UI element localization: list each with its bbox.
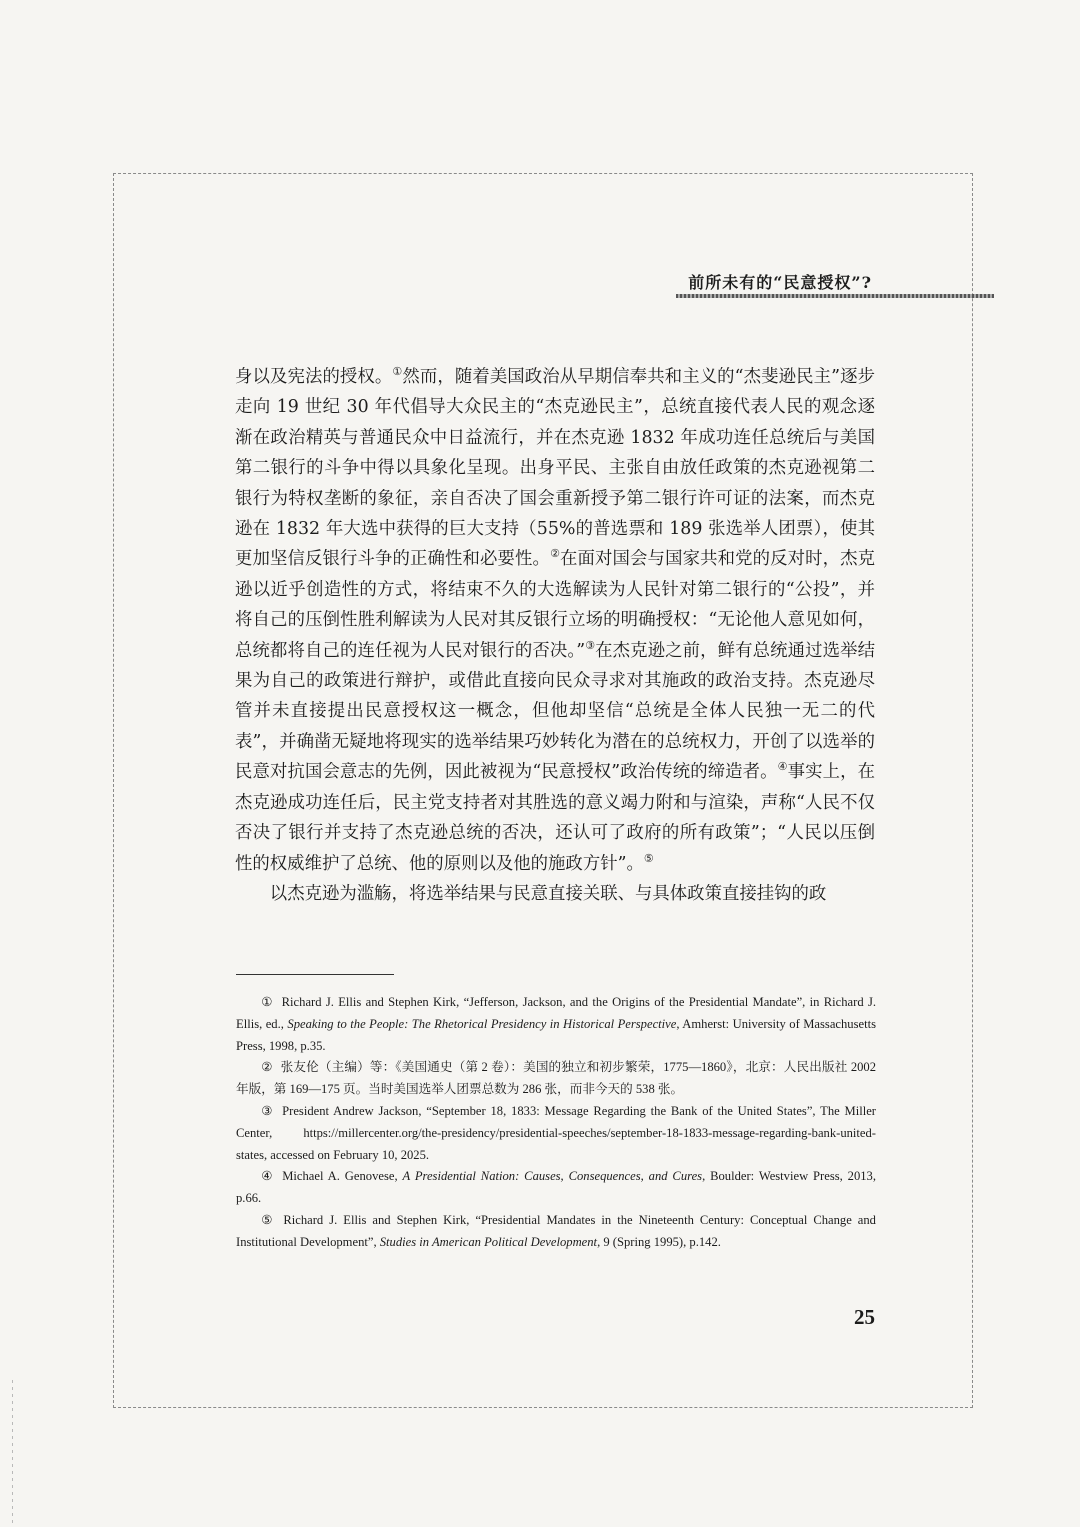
footnote-title: Studies in American Political Development xyxy=(379,1234,598,1249)
running-head: 前所未有的“民意授权”? xyxy=(688,273,872,292)
scan-edge-mark xyxy=(12,1380,13,1527)
paragraph-text: 在杰克逊之前，鲜有总统通过选举结果为自己的政策进行辩护，或借此直接向民众寻求对其施政的政治支持。杰克逊尽管并未直接提出民意授权这一概念，但他却坚信“总统是全体人民独一无二的代表”，并确凿无疑地将现实的选举结果巧妙转化为潜在的总统权力，开创了以选举的民意对抗国会意志的先例，因此被视为“民意授权”政治传统的缔造者。 xyxy=(235,640,875,783)
footnote-text: Richard J. Ellis and Stephen Kirk, “Presidential Mandates in the Nineteenth Century: Conceptual Change and Institutional Development”, xyxy=(236,1212,876,1249)
footnote-ref-3[interactable]: ③ xyxy=(585,638,596,652)
footnote-text: , Boulder: Westview Press, 2013, p.66. xyxy=(236,1169,877,1206)
footnote-1 xyxy=(236,992,876,1057)
footnote-text: , 9 (Spring 1995), p.142. xyxy=(597,1234,721,1249)
body-paragraph-2: 以杰克逊为滥觞，将选举结果与民意直接关联、与具体政策直接挂钩的政 xyxy=(269,883,827,904)
footnote-mark: ④ xyxy=(261,1169,275,1184)
footnote-title: Speaking to the People: The Rhetorical Presidency in Historical Perspective xyxy=(287,1016,677,1031)
paragraph-text: 在面对国会与国家共和党的反对时，杰克逊以近乎创造性的方式，将结束不久的大选解读为人民针对第二银行的“公投”，并将自己的压倒性胜利解读为人民对其反银行立场的明确授权：“无论他人意见如何，总统都将自己的连任视为人民对银行的否决。” xyxy=(235,549,875,661)
footnote-4 xyxy=(236,1166,876,1210)
paragraph-text: 事实上，在杰克逊成功连任后，民主党支持者对其胜选的意义竭力附和与渲染，声称“人民不仅否决了银行并支持了杰克逊总统的否决，还认可了政府的所有政策”；“人民以压倒性的权威维护了总统、他的原则以及他的施政方针”。 xyxy=(235,762,875,874)
body-paragraph-1 xyxy=(235,362,875,879)
footnote-mark: ⑤ xyxy=(261,1212,276,1227)
footnote-ref-1[interactable]: ① xyxy=(392,365,403,379)
footnote-ref-4[interactable]: ④ xyxy=(777,760,788,774)
page-number: 25 xyxy=(854,1305,875,1329)
footnote-ref-5[interactable]: ⑤ xyxy=(643,851,654,865)
footnote-text: Michael A. Genovese, xyxy=(282,1169,403,1184)
body-text xyxy=(235,362,875,909)
footnote-text: , Amherst: University of Massachusetts Press, 1998, p.35. xyxy=(236,1016,876,1053)
footnote-mark: ③ xyxy=(261,1103,275,1118)
footnotes xyxy=(236,992,876,1254)
footnote-divider xyxy=(236,974,394,975)
footnote-title: A Presidential Nation: Causes, Consequences, and Cures xyxy=(402,1169,703,1184)
paragraph-text: 然而，随着美国政治从早期信奉共和主义的“杰斐逊民主”逐步走向 19 世纪 30 年代倡导大众民主的“杰克逊民主”，总统直接代表人民的观念逐渐在政治精英与普通民众中日益流行，并在杰克逊 1832 年成功连任总统后与美国第二银行的斗争中得以具象化呈现。出身平民、主张自由放任政策的杰克逊视第二银行为特权垄断的象征，亲自否决了国会重新授予第二银行许可证的法案，而杰克逊在 1832 年大选中获得的巨大支持（55%的普选票和 189 张选举人团票），使其更加坚信反银行斗争的正确性和必要性。 xyxy=(235,367,875,570)
footnote-2 xyxy=(236,1057,876,1101)
paragraph-text: 身以及宪法的授权。 xyxy=(235,367,393,387)
footnote-3 xyxy=(236,1101,876,1166)
footnote-mark: ① xyxy=(261,995,274,1009)
footnote-text: President Andrew Jackson, “September 18, 1833: Message Regarding the Bank of the United States”, The Miller Center, https://millercenter.org/the-presidency/presidential-speeches/september-18-1833-message-regarding-bank-united-states, accessed on February 10, 2025. xyxy=(236,1103,876,1162)
footnote-text: 张友伦（主编）等：《美国通史（第 2 卷）：美国的独立和初步繁荣，1775—1860》，北京：人民出版社 2002 年版，第 169—175 页。当时美国选举人团票总数为 286 张，而非今天的 538 张。 xyxy=(236,1060,877,1097)
footnote-ref-2[interactable]: ② xyxy=(550,547,561,561)
footnote-mark: ② xyxy=(261,1060,273,1075)
footnote-5 xyxy=(236,1210,876,1254)
running-head-rule xyxy=(676,294,994,298)
footnote-text: Richard J. Ellis and Stephen Kirk, “Jefferson, Jackson, and the Origins of the Presidential Mandate”, in Richard J. Ellis, ed., xyxy=(236,995,876,1031)
